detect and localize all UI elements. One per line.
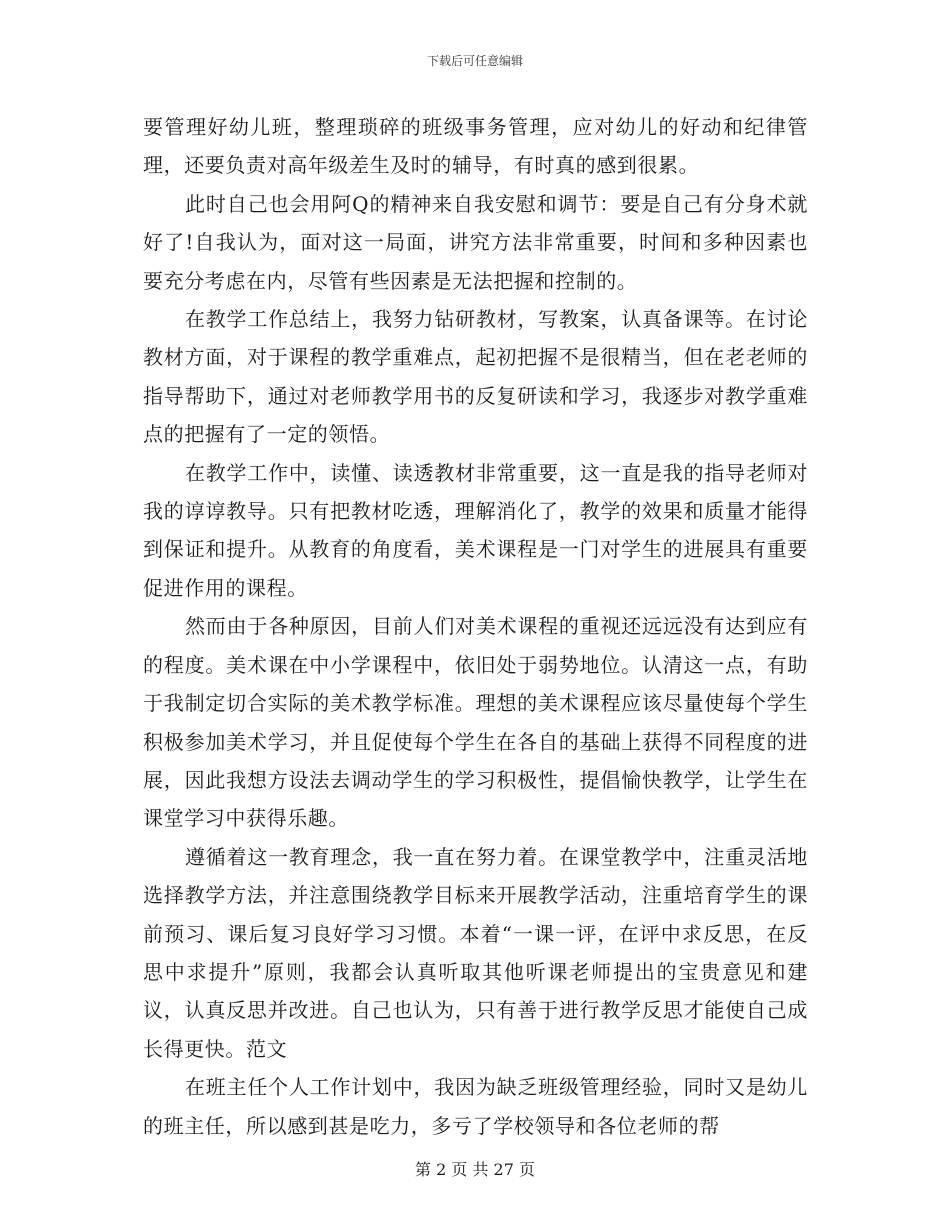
paragraph: 然而由于各种原因，目前人们对美术课程的重视还远远没有达到应有的程度。美术课在中小学课程中，依旧处于弱势地位。认清这一点，有助于我制定切合实际的美术教学标准。理想的美术课程应该尽量使每个学生积极参加美术学习，并且促使每个学生在各自的基础上获得不同程度的进展，因此我想方设法去调动学生的学习积极性，提倡愉快教学，让学生在课堂学习中获得乐趣。 (143, 614, 808, 831)
paragraph: 此时自己也会用阿Q的精神来自我安慰和调节：要是自己有分身术就好了!自我认为，面对这一局面，讲究方法非常重要，时间和多种因素也要充分考虑在内，尽管有些因素是无法把握和控制的。 (143, 191, 808, 293)
paragraph: 在教学工作总结上，我努力钻研教材，写教案，认真备课等。在讨论教材方面，对于课程的教学重难点，起初把握不是很精当，但在老老师的指导帮助下，通过对老师教学用书的反复研读和学习，我逐步对教学重难点的把握有了一定的领悟。 (143, 307, 808, 447)
paragraph-continued: 要管理好幼儿班，整理琐碎的班级事务管理，应对幼儿的好动和纪律管理，还要负责对高年级差生及时的辅导，有时真的感到很累。 (143, 115, 808, 178)
paragraph: 遵循着这一教育理念，我一直在努力着。在课堂教学中，注重灵活地选择教学方法，并注意围绕教学目标来开展教学活动，注重培育学生的课前预习、课后复习良好学习习惯。本着“一课一评，在评中求反思，在反思中求提升”原则，我都会认真听取其他听课老师提出的宝贵意见和建议，认真反思并改进。自己也认为，只有善于进行教学反思才能使自己成长得更快。范文 (143, 844, 808, 1061)
paragraph: 在教学工作中，读懂、读透教材非常重要，这一直是我的指导老师对我的谆谆教导。只有把教材吃透，理解消化了，教学的效果和质量才能得到保证和提升。从教育的角度看，美术课程是一门对学生的进展具有重要促进作用的课程。 (143, 460, 808, 600)
page-header: 下载后可任意编辑 (426, 54, 523, 68)
page-number: 第 2 页 共 27 页 (415, 1160, 535, 1179)
paragraph-truncated: 在班主任个人工作计划中，我因为缺乏班级管理经验，同时又是幼儿的班主任，所以感到甚是吃力，多亏了学校领导和各位老师的帮 (143, 1075, 808, 1138)
document-body (143, 108, 808, 1145)
